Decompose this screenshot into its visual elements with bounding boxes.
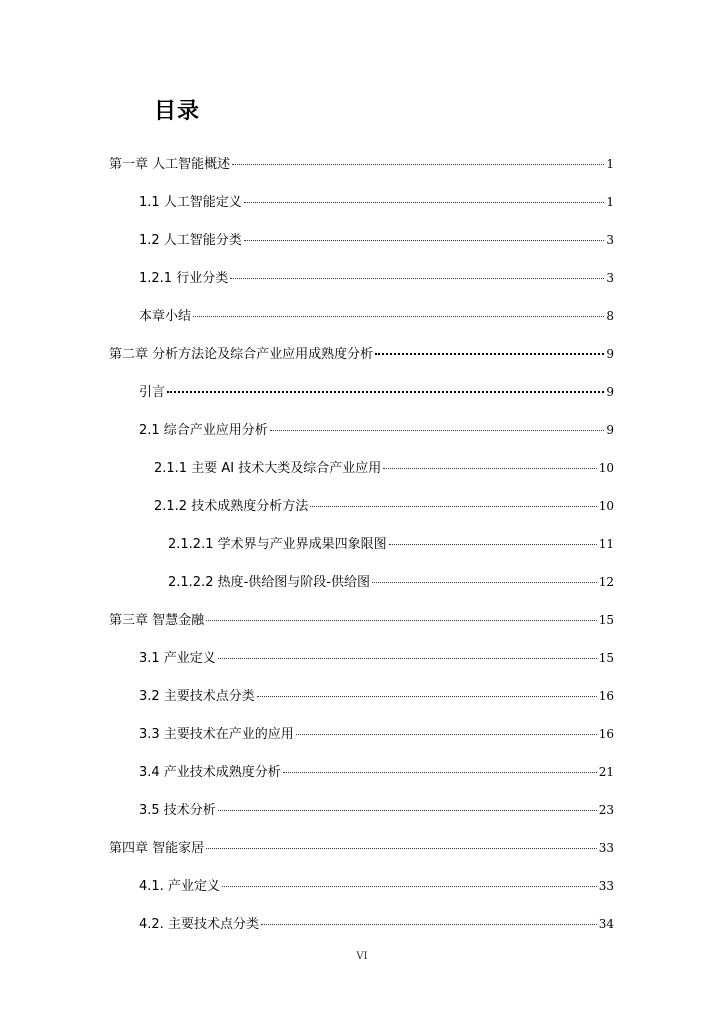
toc-entry-label: 4.1. 产业定义 xyxy=(139,879,220,894)
dot-leader xyxy=(270,430,605,431)
dot-leader xyxy=(218,658,597,659)
toc-entry-2-1-2-2[interactable] xyxy=(0,563,724,601)
toc-entry-page: 34 xyxy=(598,917,614,931)
toc-entry-1-2-1[interactable] xyxy=(0,259,724,297)
dot-leader xyxy=(261,924,597,925)
toc-entry-2-1-2-1[interactable] xyxy=(0,525,724,563)
toc-entry-1-1[interactable] xyxy=(0,183,724,221)
toc-entry-page: 15 xyxy=(598,613,614,627)
toc-entry-1-2[interactable] xyxy=(0,221,724,259)
toc-entry-label: 第三章 智慧金融 xyxy=(109,613,205,628)
toc-entry-label: 2.1.2.1 学术界与产业界成果四象限图 xyxy=(168,537,387,552)
toc-entry-label: 3.5 技术分析 xyxy=(139,803,216,818)
toc-entry-label: 第一章 人工智能概述 xyxy=(109,157,231,172)
toc-entry-page: 1 xyxy=(606,157,614,171)
toc-entry-chapter-1[interactable] xyxy=(0,145,724,183)
dot-leader xyxy=(232,164,604,165)
dot-leader xyxy=(206,620,597,621)
dot-leader xyxy=(230,278,604,279)
toc-entry-label: 3.1 产业定义 xyxy=(139,651,216,666)
toc-entry-page: 8 xyxy=(606,309,614,323)
toc-entry-chapter-2[interactable] xyxy=(0,335,724,373)
toc-entry-page: 9 xyxy=(606,347,614,361)
toc-entry-label: 2.1.2.2 热度-供给图与阶段-供给图 xyxy=(168,575,370,590)
toc-entry-page: 9 xyxy=(606,423,614,437)
dot-leader xyxy=(218,810,597,811)
toc-entry-page: 23 xyxy=(598,803,614,817)
toc-entry-page: 3 xyxy=(606,271,614,285)
toc-entry-3-5[interactable] xyxy=(0,791,724,829)
page-number-footer: VI xyxy=(356,951,368,962)
toc-entry-label: 1.2.1 行业分类 xyxy=(139,271,229,286)
toc-entry-label: 4.2. 主要技术点分类 xyxy=(139,917,259,932)
toc-entry-page: 16 xyxy=(598,689,614,703)
dot-leader xyxy=(372,582,597,583)
toc-entry-2-1-2[interactable] xyxy=(0,487,724,525)
toc-entry-2-1-1[interactable] xyxy=(0,449,724,487)
toc-entry-page: 1 xyxy=(606,195,614,209)
toc-entry-label: 3.3 主要技术在产业的应用 xyxy=(139,727,294,742)
toc-entry-label: 本章小结 xyxy=(139,309,192,324)
toc-entry-3-3[interactable] xyxy=(0,715,724,753)
toc-entry-page: 33 xyxy=(598,879,614,893)
toc-entry-page: 3 xyxy=(606,233,614,247)
toc-entry-page: 33 xyxy=(598,841,614,855)
toc-entry-3-1[interactable] xyxy=(0,639,724,677)
dot-leader xyxy=(193,316,604,317)
toc-entry-introduction[interactable] xyxy=(0,373,724,411)
toc-entry-label: 2.1.2 技术成熟度分析方法 xyxy=(154,499,309,514)
toc-entry-page: 10 xyxy=(598,461,614,475)
dot-leader xyxy=(296,734,597,735)
toc-entry-chapter-3[interactable] xyxy=(0,601,724,639)
toc-title: 目录 xyxy=(154,99,201,124)
dot-leader xyxy=(222,886,597,887)
toc-entry-chapter-1-summary[interactable] xyxy=(0,297,724,335)
toc-entry-page: 10 xyxy=(598,499,614,513)
toc-entry-4-2[interactable] xyxy=(0,905,724,943)
toc-entry-page: 11 xyxy=(598,537,614,551)
toc-entry-4-1[interactable] xyxy=(0,867,724,905)
toc-entry-2-1[interactable] xyxy=(0,411,724,449)
toc-entry-3-4[interactable] xyxy=(0,753,724,791)
toc-entry-label: 3.2 主要技术点分类 xyxy=(139,689,255,704)
toc-entry-label: 2.1.1 主要 AI 技术大类及综合产业应用 xyxy=(154,461,382,476)
toc-entry-page: 21 xyxy=(598,765,614,779)
dot-leader xyxy=(206,848,597,849)
toc-entry-label: 2.1 综合产业应用分析 xyxy=(139,423,268,438)
dot-leader xyxy=(244,240,605,241)
dot-leader xyxy=(375,353,604,355)
dot-leader xyxy=(310,506,597,507)
dot-leader xyxy=(244,202,605,203)
dot-leader xyxy=(389,544,597,545)
toc-list xyxy=(0,145,724,943)
toc-entry-page: 12 xyxy=(598,575,614,589)
toc-entry-label: 3.4 产业技术成熟度分析 xyxy=(139,765,281,780)
toc-entry-3-2[interactable] xyxy=(0,677,724,715)
dot-leader xyxy=(383,468,597,469)
toc-entry-label: 第二章 分析方法论及综合产业应用成熟度分析 xyxy=(109,347,374,362)
dot-leader xyxy=(257,696,597,697)
dot-leader xyxy=(283,772,597,773)
toc-entry-label: 1.1 人工智能定义 xyxy=(139,195,242,210)
toc-entry-page: 16 xyxy=(598,727,614,741)
dot-leader xyxy=(167,391,604,393)
toc-entry-chapter-4[interactable] xyxy=(0,829,724,867)
toc-entry-page: 15 xyxy=(598,651,614,665)
toc-entry-label: 1.2 人工智能分类 xyxy=(139,233,242,248)
toc-entry-label: 第四章 智能家居 xyxy=(109,841,205,856)
toc-entry-page: 9 xyxy=(606,385,614,399)
toc-entry-label: 引言 xyxy=(139,385,166,400)
